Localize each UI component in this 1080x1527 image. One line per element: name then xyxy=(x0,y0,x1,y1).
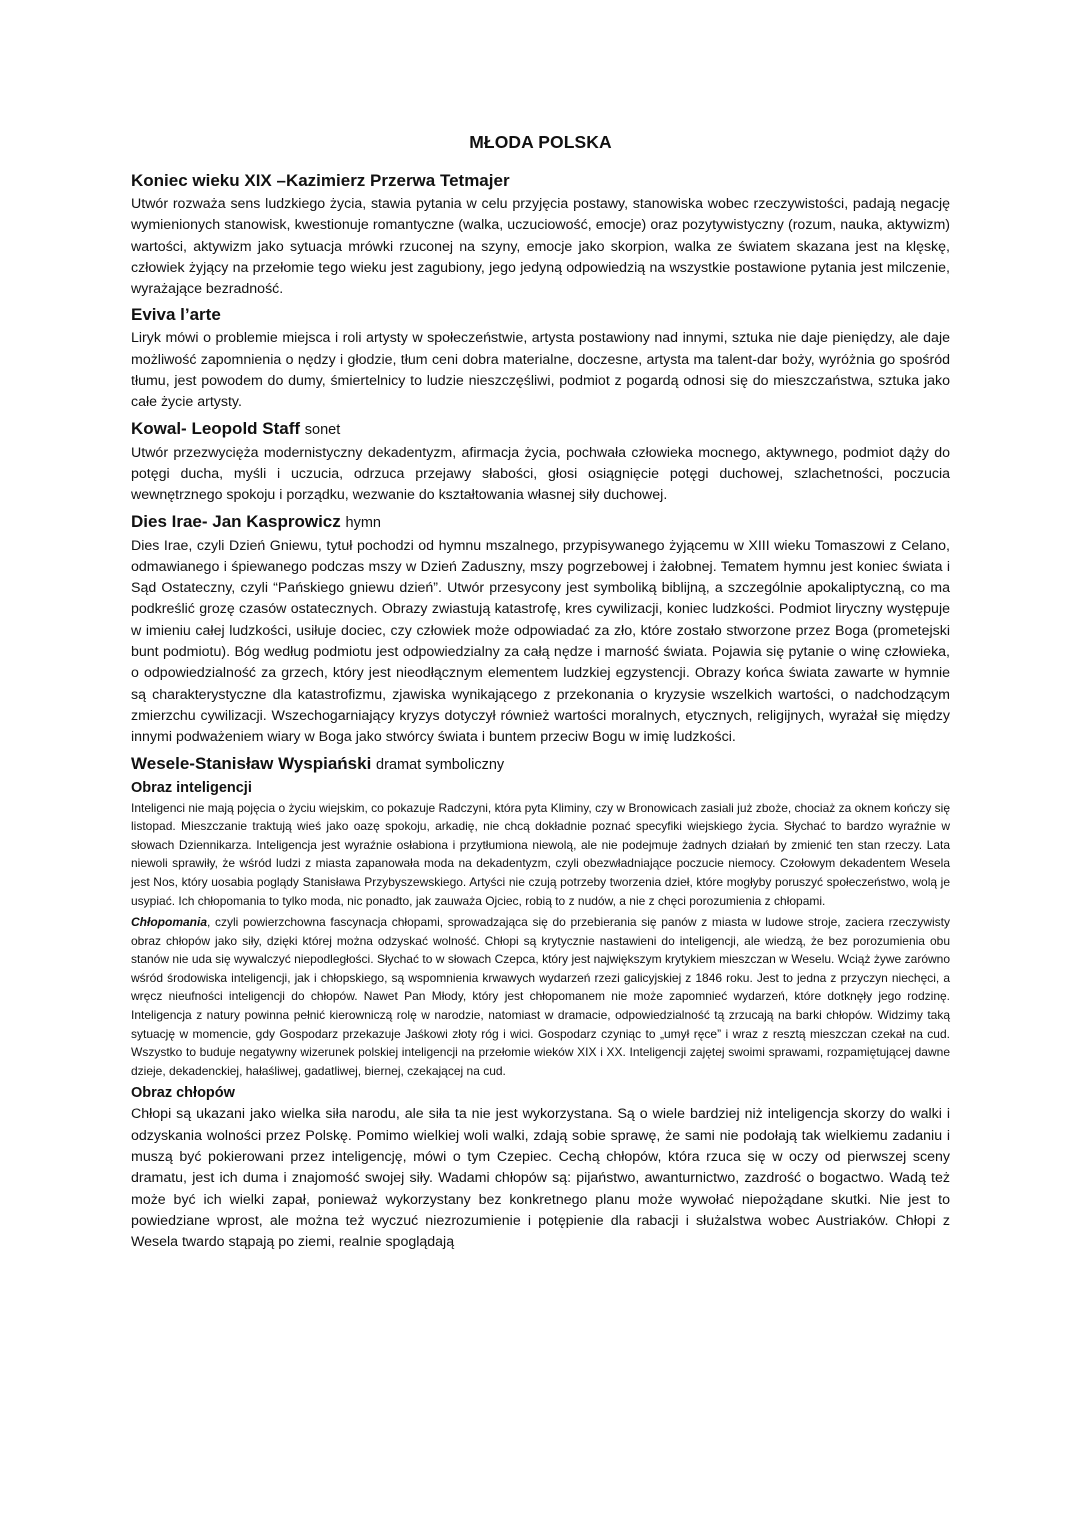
subsection-heading-inteligencja: Obraz inteligencji xyxy=(131,779,252,796)
section-kowal xyxy=(131,418,950,507)
section-eviva-larte xyxy=(131,304,950,413)
heading-text: Dies Irae- Jan Kasprowicz xyxy=(131,511,341,531)
section-heading xyxy=(131,170,950,192)
subsection-heading-chlopi: Obraz chłopów xyxy=(131,1085,235,1102)
section-heading xyxy=(131,418,950,441)
section-heading xyxy=(131,753,950,776)
chlopi-paragraph: Chłopi są ukazani jako wielka siła narodu, ale siła ta nie jest wykorzystana. Są o wiele bardziej niż inteligencja skorzy do walki i odzyskania wolności przez Polskę. Pomimo wielkiej woli walki, zdają sobie sprawę, że sami nie podołają tak wielkiemu zadaniu i muszą być pokierowani przez inteligencję, mówi o tym Czepiec. Cechą chłopów, która rzuca się w oczy od pierwszej sceny dramatu, jest ich duma i znajomość swojej siły. Wadami chłopów są: pijaństwo, awanturnictwo, zazdrość o bogactwo. Wadą też może być ich wielki zapał, ponieważ wykorzystany bez konkretnego planu może wywołać niepożądane skutki. Nie jest to powiedziane wprost, ale można też wyczuć niezrozumienie i potępienie dla rabacji i służalstwa wobec Austriaków. Chłopi z Wesela twardo stąpają po ziemi, realnie spoglądają xyxy=(131,1106,950,1251)
inteligencja-paragraph-2 xyxy=(131,913,950,1080)
heading-text: Eviva l’arte xyxy=(131,305,221,325)
genre-label: sonet xyxy=(304,421,341,438)
heading-text: Kowal- Leopold Staff xyxy=(131,418,301,438)
inteligencja-paragraph-2-text: , czyli powierzchowna fascynacja chłopami, sprowadzająca się do przebierania się panów z miasta w ludowe stroje, zaciera rzeczywisty obraz chłopów jako siły, dzięki której można odzyskać wolność. Chłopi są krytycznie nastawieni do inteligencji, ale wiedzą, że bez porozumienia obu stanów nie uda się wywalczyć niepodległości. Słychać to w słowach Czepca, który jest największym krytykiem mieszczan w Weselu. Wciąż żywe zarówno wśród środowiska inteligencji, jak i chłopskiego, są wspomnienia krwawych wydarzeń rzezi galicyjskiej z 1846 roku. Jest to jedna z przyczyn niechęci, a wręcz nieufności inteligencji do chłopów. Nawet Pan Młody, który jest chłopomanem nie może zapomnieć wydarzeń, które dotknęły jego rodzinę. Inteligencja z natury powinna pełnić kierowniczą rolę w narodzie, natomiast w dramacie, odpowiedzialność tą zrzucają na barki chłopów. Widzimy taką sytuację w momencie, gdy Gospodarz przekazuje Jaśkowi złoty róg i wici. Gospodarz czyniąc to „umył ręce” i wraz z resztą mieszczan czekał na cud. Wszystko to buduje negatywny wizerunek polskiej inteligencji na przełomie wieków XIX i XX. Inteligencji zajętej swoimi sprawami, rozpamiętującej dawne dzieje, dekadenckiej, hałaśliwej, gadatliwej, biernej, czekającej na cud. xyxy=(131,915,950,1078)
section-heading xyxy=(131,304,950,326)
chlopomania-term: Chłopomania xyxy=(131,915,208,930)
section-wesele xyxy=(131,753,950,1254)
heading-text: Wesele-Stanisław Wyspiański xyxy=(131,753,372,773)
section-paragraph: Utwór rozważa sens ludzkiego życia, stawia pytania w celu przyjęcia postawy, stanowiska wobec rzeczywistości, padają negację wymienionych stanowisk, kwestionuje romantyczne (walka, uczuciowość, emocje) oraz pozytywistyczny (rozum, nauka, aktywizm) wartości, aktywizm jako sytuacja mrówki rzuconej na szyny, emocje jako skorpion, walka ze światem skazana jest na klęskę, człowiek żyjący na przełomie tego wieku jest zagubiony, jego jedyną odpowiedzią na wszystkie postawione pytania jest milczenie, wyrażające bezradność. xyxy=(131,196,950,298)
section-heading xyxy=(131,511,950,534)
section-paragraph: Dies Irae, czyli Dzień Gniewu, tytuł pochodzi od hymnu mszalnego, przypisywanego żyjącemu w XIII wieku Tomaszowi z Celano, odmawianego i śpiewanego podczas mszy w Dzień Zaduszny, mszy pogrzebowej i żałobnej. Tematem hymnu jest koniec świata i Sąd Ostateczny, czyli “Pańskiego gniewu dzień”. Utwór przesycony jest symboliką biblijną, a szczególnie apokaliptyczną, co ma podkreślić grozę czasów ostatecznych. Obrazy zwiastują katastrofę, kres cywilizacji, koniec ludzkości. Podmiot liryczny występuje w imieniu całej ludzkości, usiłuje dociec, czy człowiek może odpowiadać za zło, które zostało stworzone przez Boga (prometejski bunt podmiotu). Bóg według podmiotu jest odpowiedzialny za całą nędze i marność świata. Pojawia się pytanie o winę człowieka, o odpowiedzialność za grzech, który jest nieodłącznym elementem ludzkiej egzystencji. Obrazy końca świata zawarte w hymnie są charakterystyczne dla katastrofizmu, zjawiska wynikającego z przekonania o kryzysie wszelkich wartości, o nadchodzącym zmierzchu cywilizacji. Wszechogarniający kryzys dotyczył również wartości moralnych, etycznych, religijnych, wyrażał się między innymi podważeniem wiary w Boga jako stwórcy świata i buntem przeciw Bogu w imię ludzkości. xyxy=(131,537,950,746)
inteligencja-paragraph-1: Inteligenci nie mają pojęcia o życiu wiejskim, co pokazuje Radczyni, która pyta Kliminy, czy w Bronowicach zasiali już zboże, chociaż za oknem kończy się listopad. Mieszczanie traktują wieś jako oazę spokoju, arkadię, nie chcą dokładnie poznać specyfiki wiejskiego życia. Słychać to bardzo wyraźnie w słowach Dziennikarza. Inteligencja jest wyraźnie osłabiona i przytłumiona niewolą, ale nie podejmuje żadnych działań by zmienić ten stan rzeczy. Lata niewoli sprawiły, że wśród ludzi z miasta zapanowała moda na dekadentyzm, czyli obezwładniające poczucie niemocy. Czołowym dekadentem Wesela jest Nos, który uosabia poglądy Stanisława Przybyszewskiego. Artyści nie czują potrzeby tworzenia dzieł, które mogłyby poruszyć społeczeństwo, wolą je usypiać. Ich chłopomania to tylko moda, nic ponadto, jak zauważa Ojciec, robią to z nudów, a nie z chęci porozumienia z chłopami. xyxy=(131,800,950,908)
section-paragraph: Liryk mówi o problemie miejsca i roli artysty w społeczeństwie, artysta postawiony nad innymi, sztuka nie daje pieniędzy, ale daje możliwość zapomnienia o nędzy i głodzie, tłum ceni dobra materialne, doczesne, artysta ma talent-dar boży, wyróżnia go spośród tłumu, jest powodem do dumy, śmiertelnicy to ludzie nieszczęśliwi, podmiot z pogardą odnosi się do mieszczaństwa, sztuka jako całe życie artysty. xyxy=(131,330,950,411)
heading-text: Koniec wieku XIX –Kazimierz Przerwa Tetmajer xyxy=(131,171,510,190)
section-paragraph: Utwór przezwycięża modernistyczny dekadentyzm, afirmacja życia, pochwała człowieka mocnego, aktywnego, podmiot dąży do potęgi ducha, myśli i uczucia, odrzuca przejawy słabości, głosi osiągnięcie potęgi duchowej, szlachetności, poczucia wewnętrznego spokoju i porządku, wezwanie do kształtowania własnej siły duchowej. xyxy=(131,444,950,504)
genre-label: hymn xyxy=(345,514,381,531)
section-koniec-wieku xyxy=(131,170,950,300)
genre-label: dramat symboliczny xyxy=(376,756,505,773)
page-title: MŁODA POLSKA xyxy=(469,132,612,152)
section-dies-irae xyxy=(131,511,950,749)
